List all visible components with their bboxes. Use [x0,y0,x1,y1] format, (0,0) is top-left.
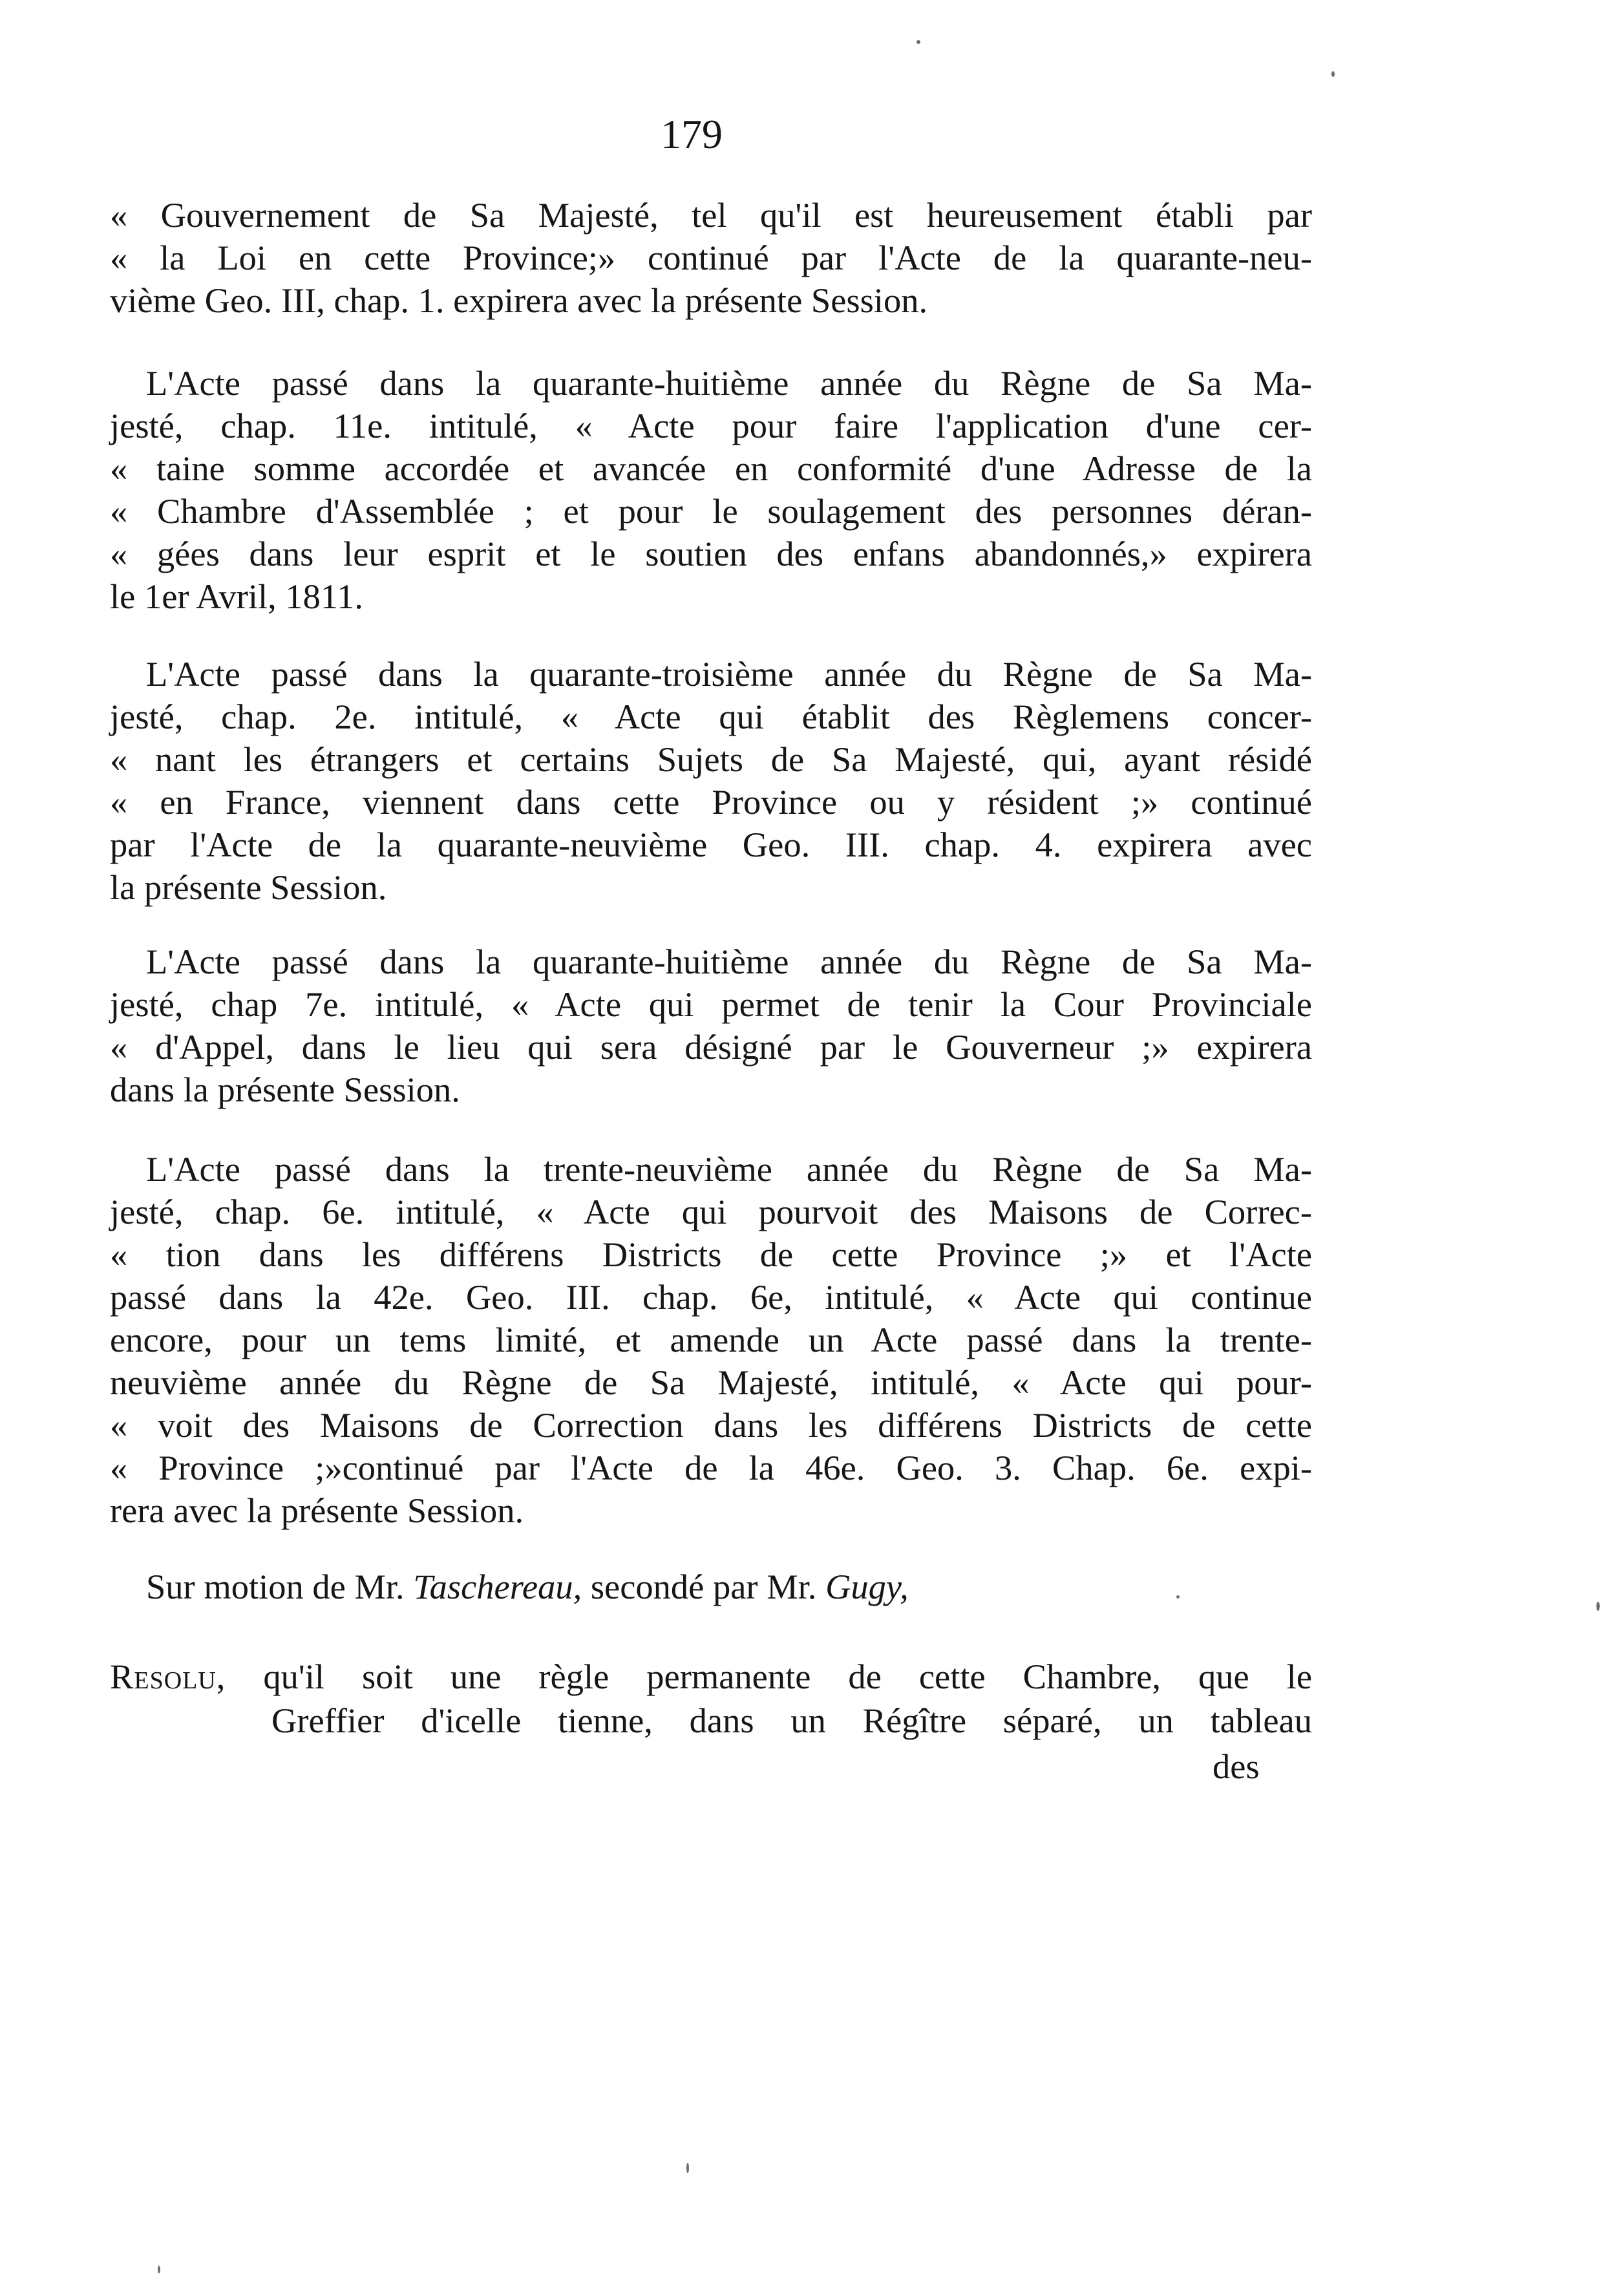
text-line: « Province ;»continué par l'Acte de la 46e. Geo. 3. Chap. 6e. expi- [110,1448,1312,1487]
text-line: « Gouvernement de Sa Majesté, tel qu'il est heureusement établi par [110,195,1312,235]
paragraph-4 [110,941,1312,1111]
scan-speck [1331,71,1335,77]
paragraph-3 [110,653,1312,909]
text-line: « Chambre d'Assemblée ; et pour le soulagement des personnes déran- [110,491,1312,531]
resolution [110,1655,1312,1743]
scan-speck [158,2266,160,2273]
catchword: des [1213,1747,1260,1786]
text-line: L'Acte passé dans la quarante-huitième année du Règne de Sa Ma- [146,942,1312,981]
scan-speck [1596,1602,1600,1611]
text-line: « voit des Maisons de Correction dans les différens Districts de cette [110,1405,1312,1445]
text-line: « nant les étrangers et certains Sujets de Sa Majesté, qui, ayant résidé [110,739,1312,779]
text-line: L'Acte passé dans la trente-neuvième année du Règne de Sa Ma- [146,1149,1312,1189]
text-line: rera avec la présente Session. [110,1491,524,1530]
text-line: L'Acte passé dans la quarante-huitième année du Règne de Sa Ma- [146,363,1312,403]
text-line: par l'Acte de la quarante-neuvième Geo. III. chap. 4. expirera avec [110,825,1312,864]
paragraph-1 [110,194,1312,322]
paragraph-2 [110,362,1312,618]
text-line: dans la présente Session. [110,1070,460,1109]
text-line: « taine somme accordée et avancée en conformité d'une Adresse de la [110,449,1312,488]
motion-mover: Taschereau, [413,1567,582,1606]
text-line: « d'Appel, dans le lieu qui sera désigné par le Gouverneur ;» expirera [110,1027,1312,1067]
scan-speck [686,2163,689,2173]
text-line: vième Geo. III, chap. 1. expirera avec la présente Session. [110,281,928,320]
motion-prefix: Sur motion de Mr. [146,1567,405,1606]
text-line: L'Acte passé dans la quarante-troisième année du Règne de Sa Ma- [146,654,1312,694]
text-line: « en France, viennent dans cette Province ou y résident ;» continué [110,782,1312,822]
text-line: jesté, chap. 2e. intitulé, « Acte qui établit des Règlemens concer- [110,697,1312,736]
text-line: jesté, chap. 11e. intitulé, « Acte pour faire l'application d'une cer- [110,406,1312,445]
text-line: « la Loi en cette Province;» continué par l'Acte de la quarante-neu- [110,238,1312,277]
text-line: passé dans la 42e. Geo. III. chap. 6e, intitulé, « Acte qui continue [110,1277,1312,1317]
motion-line [146,1566,1180,1608]
text-line: le 1er Avril, 1811. [110,577,364,616]
text-line: jesté, chap 7e. intitulé, « Acte qui permet de tenir la Cour Provinciale [110,984,1312,1024]
motion-seconder: Gugy, [825,1567,909,1606]
scan-speck [916,40,920,44]
scan-speck [1176,1595,1180,1599]
text-line: encore, pour un tems limité, et amende un Acte passé dans la trente- [110,1320,1312,1359]
paragraph-5 [110,1148,1312,1532]
text-line: la présente Session. [110,867,387,907]
page-number: 179 [661,111,723,157]
resolution-line-1: qu'il soit une règle permanente de cette Chambre, que le [263,1657,1313,1696]
resolution-keyword: Resolu, [110,1657,226,1696]
text-line: « tion dans les différens Districts de cette Province ;» et l'Acte [110,1235,1312,1274]
resolution-line-2: Greffier d'icelle tienne, dans un Régître séparé, un tableau [271,1701,1312,1740]
motion-middle: secondé par Mr. [590,1567,817,1606]
text-line: « gées dans leur esprit et le soutien des enfans abandonnés,» expirera [110,534,1312,573]
text-line: neuvième année du Règne de Sa Majesté, intitulé, « Acte qui pour- [110,1363,1312,1402]
text-line: jesté, chap. 6e. intitulé, « Acte qui pourvoit des Maisons de Correc- [110,1192,1312,1231]
